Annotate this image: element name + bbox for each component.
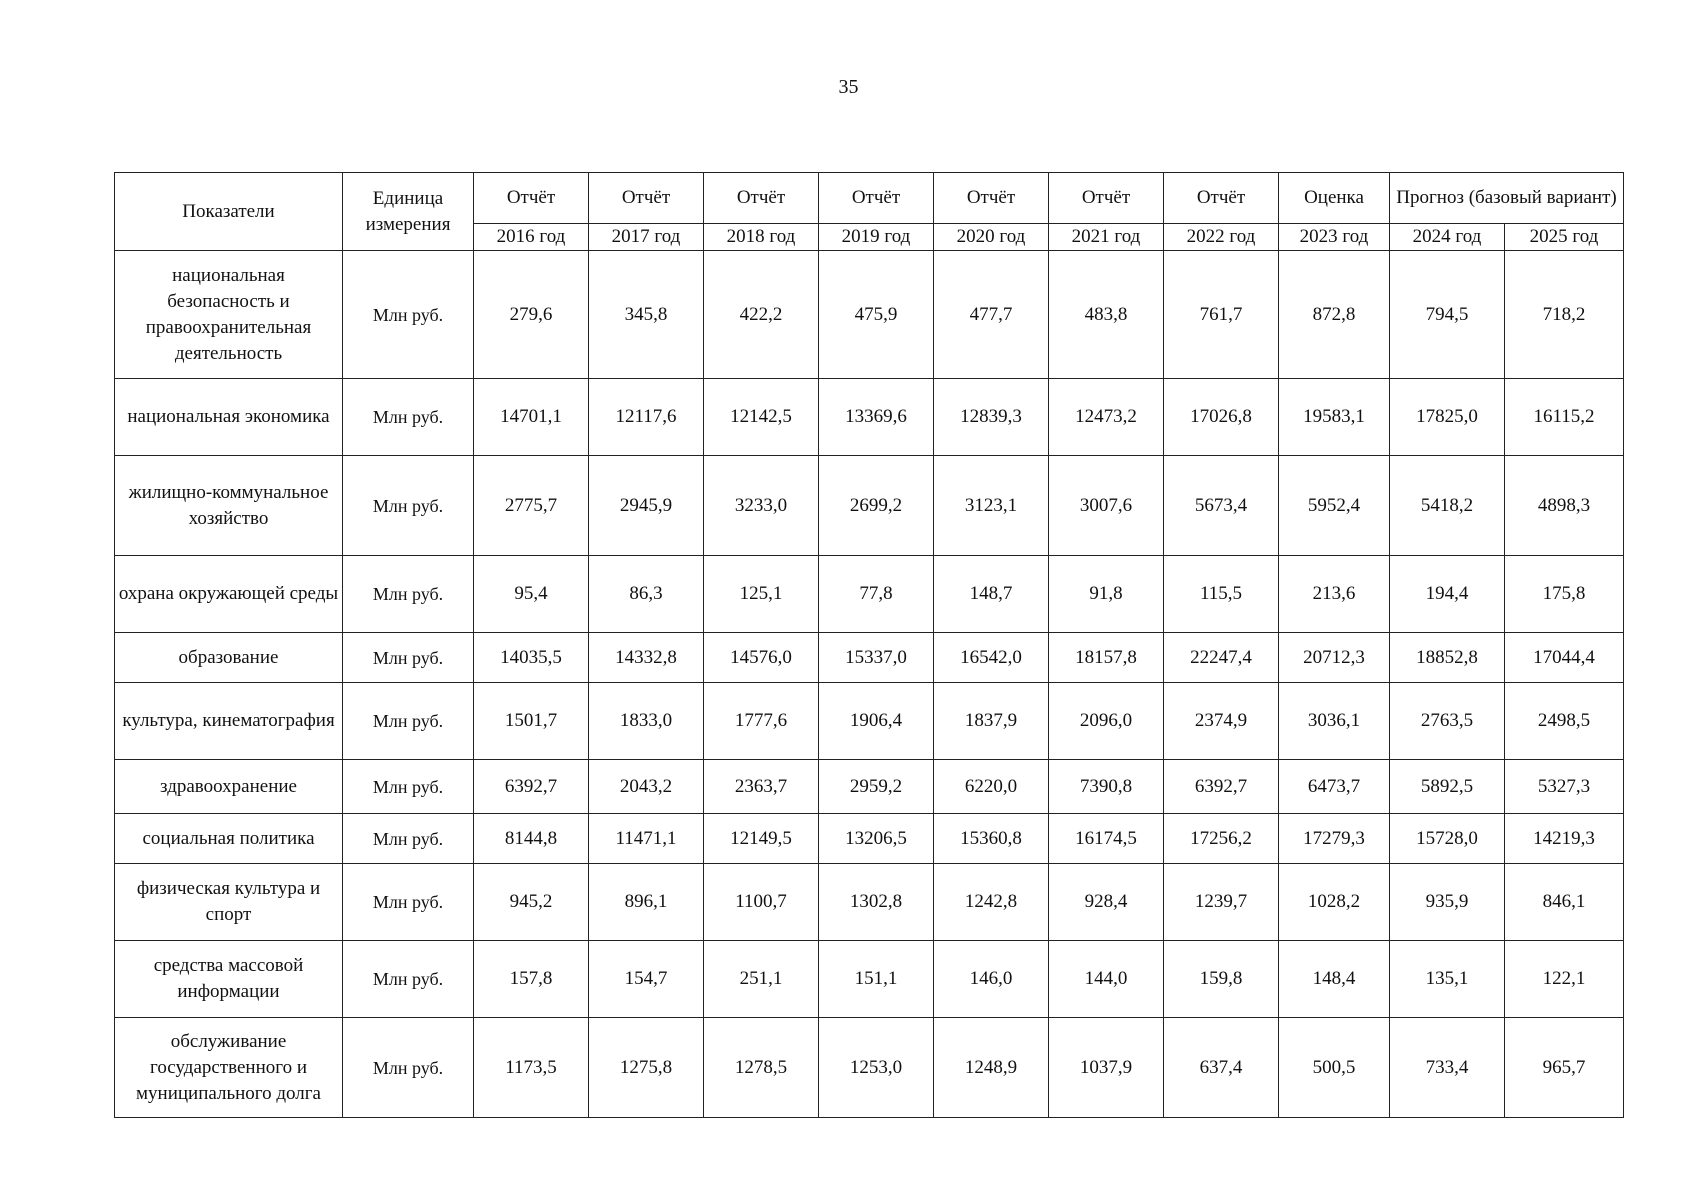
value-cell: 213,6	[1279, 556, 1390, 633]
page-number: 35	[838, 76, 859, 98]
column-kind-header: Отчёт	[1049, 173, 1164, 224]
table-row	[115, 456, 1624, 556]
value-cell: 91,8	[1049, 556, 1164, 633]
indicator-cell: социальная политика	[115, 814, 343, 864]
value-cell: 896,1	[589, 864, 704, 941]
value-cell: 12117,6	[589, 379, 704, 456]
value-cell: 3007,6	[1049, 456, 1164, 556]
forecast-year-header: 2024 год	[1390, 224, 1505, 251]
value-cell: 15337,0	[819, 633, 934, 683]
unit-cell: Млн руб.	[343, 456, 474, 556]
value-cell: 3123,1	[934, 456, 1049, 556]
value-cell: 13206,5	[819, 814, 934, 864]
value-cell: 251,1	[704, 941, 819, 1018]
value-cell: 846,1	[1505, 864, 1624, 941]
year-header: 2017 год	[589, 224, 704, 251]
value-cell: 18852,8	[1390, 633, 1505, 683]
value-cell: 2959,2	[819, 760, 934, 814]
value-cell: 1253,0	[819, 1018, 934, 1118]
value-cell: 95,4	[474, 556, 589, 633]
indicator-cell: национальная безопасность и правоохранительная деятельность	[115, 251, 343, 379]
value-cell: 1837,9	[934, 683, 1049, 760]
unit-cell: Млн руб.	[343, 251, 474, 379]
value-cell: 1302,8	[819, 864, 934, 941]
indicator-cell: охрана окружающей среды	[115, 556, 343, 633]
value-cell: 2775,7	[474, 456, 589, 556]
unit-cell: Млн руб.	[343, 683, 474, 760]
value-cell: 17256,2	[1164, 814, 1279, 864]
value-cell: 148,4	[1279, 941, 1390, 1018]
value-cell: 477,7	[934, 251, 1049, 379]
value-cell: 146,0	[934, 941, 1049, 1018]
value-cell: 3233,0	[704, 456, 819, 556]
value-cell: 1037,9	[1049, 1018, 1164, 1118]
column-kind-header: Отчёт	[474, 173, 589, 224]
value-cell: 1242,8	[934, 864, 1049, 941]
value-cell: 77,8	[819, 556, 934, 633]
value-cell: 15728,0	[1390, 814, 1505, 864]
value-cell: 872,8	[1279, 251, 1390, 379]
unit-cell: Млн руб.	[343, 1018, 474, 1118]
value-cell: 86,3	[589, 556, 704, 633]
column-kind-header: Оценка	[1279, 173, 1390, 224]
value-cell: 2763,5	[1390, 683, 1505, 760]
indicator-cell: национальная экономика	[115, 379, 343, 456]
forecast-header: Прогноз (базовый вариант)	[1390, 173, 1624, 224]
value-cell: 12473,2	[1049, 379, 1164, 456]
value-cell: 12142,5	[704, 379, 819, 456]
value-cell: 1239,7	[1164, 864, 1279, 941]
value-cell: 22247,4	[1164, 633, 1279, 683]
value-cell: 17026,8	[1164, 379, 1279, 456]
value-cell: 6392,7	[1164, 760, 1279, 814]
value-cell: 2363,7	[704, 760, 819, 814]
value-cell: 17825,0	[1390, 379, 1505, 456]
value-cell: 5418,2	[1390, 456, 1505, 556]
forecast-year-header: 2025 год	[1505, 224, 1624, 251]
indicator-cell: средства массовой информации	[115, 941, 343, 1018]
table-row	[115, 633, 1624, 683]
value-cell: 11471,1	[589, 814, 704, 864]
value-cell: 194,4	[1390, 556, 1505, 633]
value-cell: 500,5	[1279, 1018, 1390, 1118]
value-cell: 5673,4	[1164, 456, 1279, 556]
header-row-top	[115, 173, 1624, 224]
value-cell: 1278,5	[704, 1018, 819, 1118]
value-cell: 115,5	[1164, 556, 1279, 633]
value-cell: 159,8	[1164, 941, 1279, 1018]
value-cell: 13369,6	[819, 379, 934, 456]
table-row	[115, 379, 1624, 456]
value-cell: 794,5	[1390, 251, 1505, 379]
unit-cell: Млн руб.	[343, 633, 474, 683]
value-cell: 718,2	[1505, 251, 1624, 379]
value-cell: 151,1	[819, 941, 934, 1018]
value-cell: 637,4	[1164, 1018, 1279, 1118]
value-cell: 5327,3	[1505, 760, 1624, 814]
value-cell: 761,7	[1164, 251, 1279, 379]
table-row	[115, 683, 1624, 760]
year-header: 2020 год	[934, 224, 1049, 251]
value-cell: 125,1	[704, 556, 819, 633]
value-cell: 928,4	[1049, 864, 1164, 941]
value-cell: 1833,0	[589, 683, 704, 760]
value-cell: 2374,9	[1164, 683, 1279, 760]
value-cell: 1275,8	[589, 1018, 704, 1118]
value-cell: 5892,5	[1390, 760, 1505, 814]
value-cell: 6392,7	[474, 760, 589, 814]
unit-cell: Млн руб.	[343, 379, 474, 456]
value-cell: 135,1	[1390, 941, 1505, 1018]
column-kind-header: Отчёт	[819, 173, 934, 224]
unit-cell: Млн руб.	[343, 864, 474, 941]
value-cell: 14219,3	[1505, 814, 1624, 864]
year-header: 2023 год	[1279, 224, 1390, 251]
value-cell: 1100,7	[704, 864, 819, 941]
value-cell: 14035,5	[474, 633, 589, 683]
value-cell: 5952,4	[1279, 456, 1390, 556]
value-cell: 475,9	[819, 251, 934, 379]
year-header: 2016 год	[474, 224, 589, 251]
value-cell: 175,8	[1505, 556, 1624, 633]
value-cell: 16115,2	[1505, 379, 1624, 456]
value-cell: 2043,2	[589, 760, 704, 814]
value-cell: 1248,9	[934, 1018, 1049, 1118]
indicator-cell: культура, кинематография	[115, 683, 343, 760]
value-cell: 945,2	[474, 864, 589, 941]
table-row	[115, 556, 1624, 633]
table-row	[115, 814, 1624, 864]
value-cell: 1173,5	[474, 1018, 589, 1118]
value-cell: 17044,4	[1505, 633, 1624, 683]
indicator-cell: здравоохранение	[115, 760, 343, 814]
value-cell: 1906,4	[819, 683, 934, 760]
table-row	[115, 864, 1624, 941]
value-cell: 4898,3	[1505, 456, 1624, 556]
value-cell: 15360,8	[934, 814, 1049, 864]
value-cell: 345,8	[589, 251, 704, 379]
value-cell: 8144,8	[474, 814, 589, 864]
table-row	[115, 941, 1624, 1018]
table-body	[115, 251, 1624, 1118]
value-cell: 19583,1	[1279, 379, 1390, 456]
value-cell: 144,0	[1049, 941, 1164, 1018]
table-row	[115, 251, 1624, 379]
indicator-cell: жилищно-коммунальное хозяйство	[115, 456, 343, 556]
value-cell: 3036,1	[1279, 683, 1390, 760]
value-cell: 12149,5	[704, 814, 819, 864]
value-cell: 16174,5	[1049, 814, 1164, 864]
value-cell: 483,8	[1049, 251, 1164, 379]
value-cell: 20712,3	[1279, 633, 1390, 683]
value-cell: 6220,0	[934, 760, 1049, 814]
value-cell: 157,8	[474, 941, 589, 1018]
value-cell: 12839,3	[934, 379, 1049, 456]
year-header: 2019 год	[819, 224, 934, 251]
value-cell: 18157,8	[1049, 633, 1164, 683]
unit-cell: Млн руб.	[343, 814, 474, 864]
table-row	[115, 760, 1624, 814]
value-cell: 935,9	[1390, 864, 1505, 941]
value-cell: 7390,8	[1049, 760, 1164, 814]
value-cell: 6473,7	[1279, 760, 1390, 814]
value-cell: 148,7	[934, 556, 1049, 633]
value-cell: 2498,5	[1505, 683, 1624, 760]
value-cell: 1501,7	[474, 683, 589, 760]
value-cell: 422,2	[704, 251, 819, 379]
column-kind-header: Отчёт	[934, 173, 1049, 224]
value-cell: 154,7	[589, 941, 704, 1018]
value-cell: 14701,1	[474, 379, 589, 456]
value-cell: 2945,9	[589, 456, 704, 556]
value-cell: 122,1	[1505, 941, 1624, 1018]
value-cell: 1777,6	[704, 683, 819, 760]
unit-cell: Млн руб.	[343, 941, 474, 1018]
value-cell: 2096,0	[1049, 683, 1164, 760]
unit-cell: Млн руб.	[343, 556, 474, 633]
value-cell: 17279,3	[1279, 814, 1390, 864]
table-row	[115, 1018, 1624, 1118]
unit-cell: Млн руб.	[343, 760, 474, 814]
column-kind-header: Отчёт	[704, 173, 819, 224]
indicator-cell: образование	[115, 633, 343, 683]
value-cell: 279,6	[474, 251, 589, 379]
value-cell: 733,4	[1390, 1018, 1505, 1118]
value-cell: 965,7	[1505, 1018, 1624, 1118]
indicator-header: Показатели	[115, 173, 343, 251]
year-header: 2022 год	[1164, 224, 1279, 251]
year-header: 2018 год	[704, 224, 819, 251]
value-cell: 14576,0	[704, 633, 819, 683]
year-header: 2021 год	[1049, 224, 1164, 251]
budget-table	[114, 172, 1624, 1118]
value-cell: 16542,0	[934, 633, 1049, 683]
column-kind-header: Отчёт	[1164, 173, 1279, 224]
indicator-cell: физическая культура и спорт	[115, 864, 343, 941]
value-cell: 14332,8	[589, 633, 704, 683]
column-kind-header: Отчёт	[589, 173, 704, 224]
unit-header: Единица измерения	[343, 173, 474, 251]
value-cell: 1028,2	[1279, 864, 1390, 941]
indicator-cell: обслуживание государственного и муниципального долга	[115, 1018, 343, 1118]
value-cell: 2699,2	[819, 456, 934, 556]
